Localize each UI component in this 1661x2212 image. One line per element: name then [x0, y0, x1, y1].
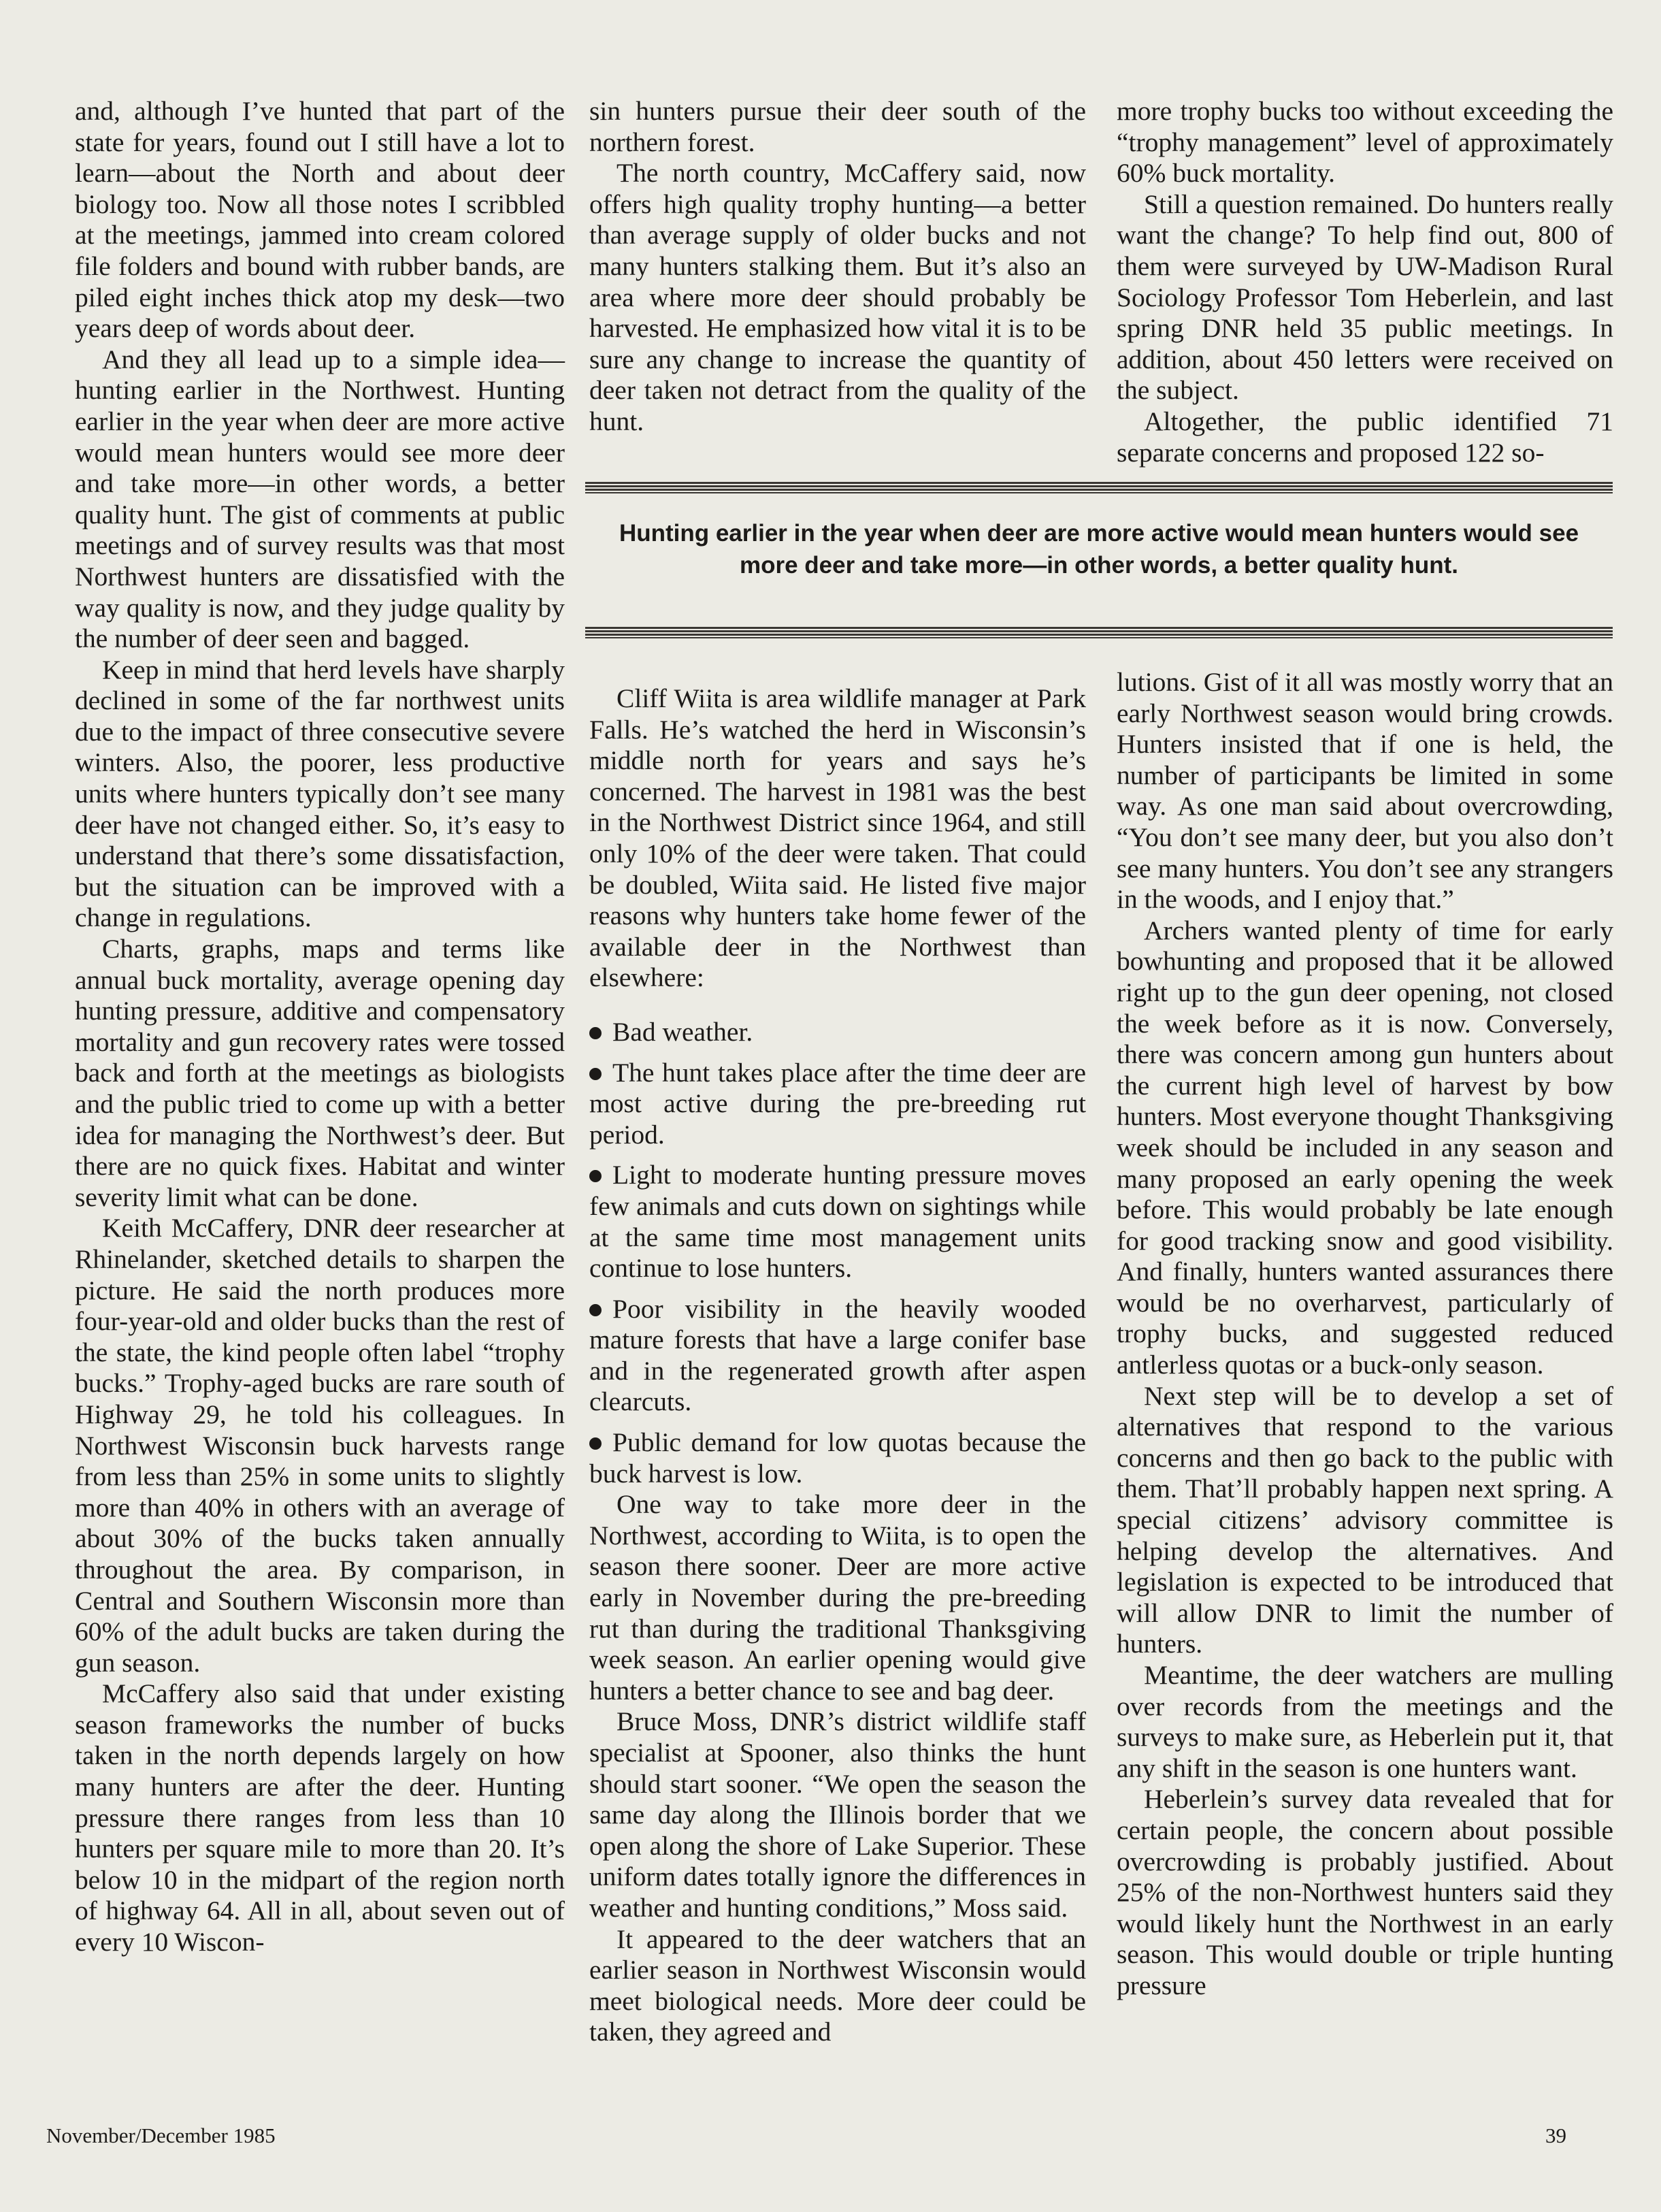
bullet-dot — [589, 1304, 602, 1316]
footer-page-number: 39 — [1545, 2124, 1566, 2147]
body-paragraph: Keith McCaffery, DNR deer researcher at Rhinelander, sketched details to sharpen the picture. He said the north produces more four-year-old and older bucks than the rest of the state, the kind people often label “trophy bucks.” Trophy-aged bucks are rare south of Highway 29, he told his colleagues. In Northwest Wisconsin buck harvests range from less than 25% in some units to slightly more than 40% in others with an average of about 30% of the bucks taken annually throughout the area. By comparison, in Central and Southern Wisconsin more than 60% of the adult bucks are taken during the gun season. — [75, 1213, 565, 1678]
body-paragraph: Archers wanted plenty of time for early bowhunting and proposed that it be allowed right up to the gun deer opening, not closed the week before as it is now. Conversely, there was concern among gun hunters about the current high level of harvest by bow hunters. Most everyone thought Thanksgiving week should be included in any season and many proposed an early opening the week before. This would probably be late enough for good tracking snow and good visibility. And finally, hunters wanted assurances there would be no overharvest, particularly of trophy bucks, and suggested reduced antlerless quotas or a buck-only season. — [1117, 915, 1613, 1380]
bullet-item — [589, 1160, 1086, 1284]
body-paragraph: more trophy bucks too without exceeding the “trophy management” level of approximately 60% buck mortality. — [1117, 96, 1613, 189]
article-column-1 — [75, 96, 565, 1958]
body-paragraph: Charts, graphs, maps and terms like annual buck mortality, average opening day hunting pressure, additive and compensatory mortality and gun recovery rates were tossed back and forth at the meetings as biologists and the public tried to come up with a better idea for managing the Northwest’s deer. But there are no quick fixes. Habitat and winter severity limit what can be done. — [75, 934, 565, 1212]
bullet-item — [589, 1017, 1086, 1048]
body-paragraph: sin hunters pursue their deer south of the northern forest. — [589, 96, 1086, 157]
pull-quote-rule-bottom — [585, 627, 1613, 638]
bullet-text: Poor visibility in the heavily wooded mature forests that have a large conifer base and in the regenerated growth after aspen clearcuts. — [589, 1293, 1086, 1417]
body-paragraph: Heberlein’s survey data revealed that for certain people, the concern about possible overcrowding is probably justified. About 25% of the non-Northwest hunters said they would likely hunt the Northwest in an early season. This would double or triple hunting pressure — [1117, 1784, 1613, 2000]
body-paragraph: lutions. Gist of it all was mostly worry that an early Northwest season would bring crowds. Hunters insisted that if one is held, the number of participants be limited in some way. As one man said about overcrowding, “You don’t see many deer, but you also don’t see many hunters. You don’t see any strangers in the woods, and I enjoy that.” — [1117, 667, 1613, 915]
bullet-dot — [589, 1437, 602, 1450]
body-paragraph: and, although I’ve hunted that part of the state for years, found out I still have a lot to learn—about the North and about deer biology too. Now all those notes I scribbled at the meetings, jammed into cream colored file folders and bound with rubber bands, are piled eight inches thick atop my desk—two years deep of words about deer. — [75, 96, 565, 344]
body-paragraph: One way to take more deer in the Northwest, according to Wiita, is to open the season there sooner. Deer are more active early in November during the pre-breeding rut than during the traditional Thanksgiving week season. An earlier opening would give hunters a better chance to see and bag deer. — [589, 1489, 1086, 1706]
article-column-2-top — [589, 96, 1086, 438]
body-paragraph: Bruce Moss, DNR’s district wildlife staff specialist at Spooner, also thinks the hunt should start sooner. “We open the season the same day along the Illinois border that we open along the shore of Lake Superior. These uniform dates totally ignore the differences in weather and hunting conditions,” Moss said. — [589, 1706, 1086, 1923]
bullet-item — [589, 1294, 1086, 1418]
pull-quote-rule-top — [585, 482, 1613, 493]
bullet-dot — [589, 1170, 602, 1182]
article-column-3-top — [1117, 96, 1613, 468]
body-paragraph: And they all lead up to a simple idea—hunting earlier in the Northwest. Hunting earlier in the year when deer are more active would mean hunters would see more deer and take more—in other words, a better quality hunt. The gist of comments at public meetings and of survey results was that most Northwest hunters are dissatisfied with the way quality is now, and they judge quality by the number of deer seen and bagged. — [75, 344, 565, 654]
body-paragraph: McCaffery also said that under existing season frameworks the number of bucks taken in the north depends largely on how many hunters are after the deer. Hunting pressure there ranges from less than 10 hunters per square mile to more than 20. It’s below 10 in the midpart of the region north of highway 64. All in all, about seven out of every 10 Wiscon- — [75, 1678, 565, 1957]
body-paragraph: Cliff Wiita is area wildlife manager at Park Falls. He’s watched the herd in Wisconsin’s middle north for years and says he’s concerned. The harvest in 1981 was the best in the Northwest District since 1964, and still only 10% of the deer were taken. That could be doubled, Wiita said. He listed five major reasons why hunters take home fewer of the available deer in the Northwest than elsewhere: — [589, 683, 1086, 993]
bullet-text: Bad weather. — [612, 1016, 753, 1047]
bullet-dot — [589, 1027, 602, 1039]
footer-issue-date: November/December 1985 — [46, 2124, 276, 2147]
body-paragraph: Still a question remained. Do hunters really want the change? To help find out, 800 of them were surveyed by UW-Madison Rural Sociology Professor Tom Heberlein, and last spring DNR held 35 public meetings. In addition, about 450 letters were received on the subject. — [1117, 189, 1613, 406]
article-column-3-bottom — [1117, 667, 1613, 2002]
bullet-item — [589, 1058, 1086, 1151]
body-paragraph: The north country, McCaffery said, now offers high quality trophy hunting—a better than average supply of older bucks and not many hunters stalking them. But it’s also an area where more deer should probably be harvested. He emphasized how vital it is to be sure any change to increase the quantity of deer taken not detract from the quality of the hunt. — [589, 158, 1086, 436]
bullet-text: The hunt takes place after the time deer are most active during the pre-breeding rut period. — [589, 1057, 1086, 1150]
pull-quote: Hunting earlier in the year when deer are more active would mean hunters would see more deer and take more—in other words, a better quality hunt. — [619, 520, 1579, 579]
body-paragraph: Keep in mind that herd levels have sharply declined in some of the far northwest units due to the impact of three consecutive severe winters. Also, the poorer, less productive units where hunters typically don’t see many deer have not changed either. So, it’s easy to understand that there’s some dissatisfaction, but the situation can be improved with a change in regulations. — [75, 654, 565, 933]
bullet-text: Light to moderate hunting pressure moves few animals and cuts down on sightings while at the same time most management units continue to lose hunters. — [589, 1160, 1086, 1284]
bullet-text: Public demand for low quotas because the buck harvest is low. — [589, 1427, 1086, 1489]
article-column-2-bottom — [589, 683, 1086, 2048]
body-paragraph: It appeared to the deer watchers that an earlier season in Northwest Wisconsin would meet biological needs. More deer could be taken, they agreed and — [589, 1923, 1086, 2047]
body-paragraph: Altogether, the public identified 71 separate concerns and proposed 122 so- — [1117, 406, 1613, 468]
body-paragraph: Meantime, the deer watchers are mulling over records from the meetings and the surveys to make sure, as Heberlein put it, that any shift in the season is one hunters want. — [1117, 1660, 1613, 1783]
bullet-item — [589, 1427, 1086, 1489]
bullet-dot — [589, 1068, 602, 1080]
body-paragraph: Next step will be to develop a set of alternatives that respond to the various concerns and then go back to the public with them. That’ll probably happen next spring. A special citizens’ advisory committee is helping develop the alternatives. And legislation is expected to be introduced that will allow DNR to limit the number of hunters. — [1117, 1380, 1613, 1659]
